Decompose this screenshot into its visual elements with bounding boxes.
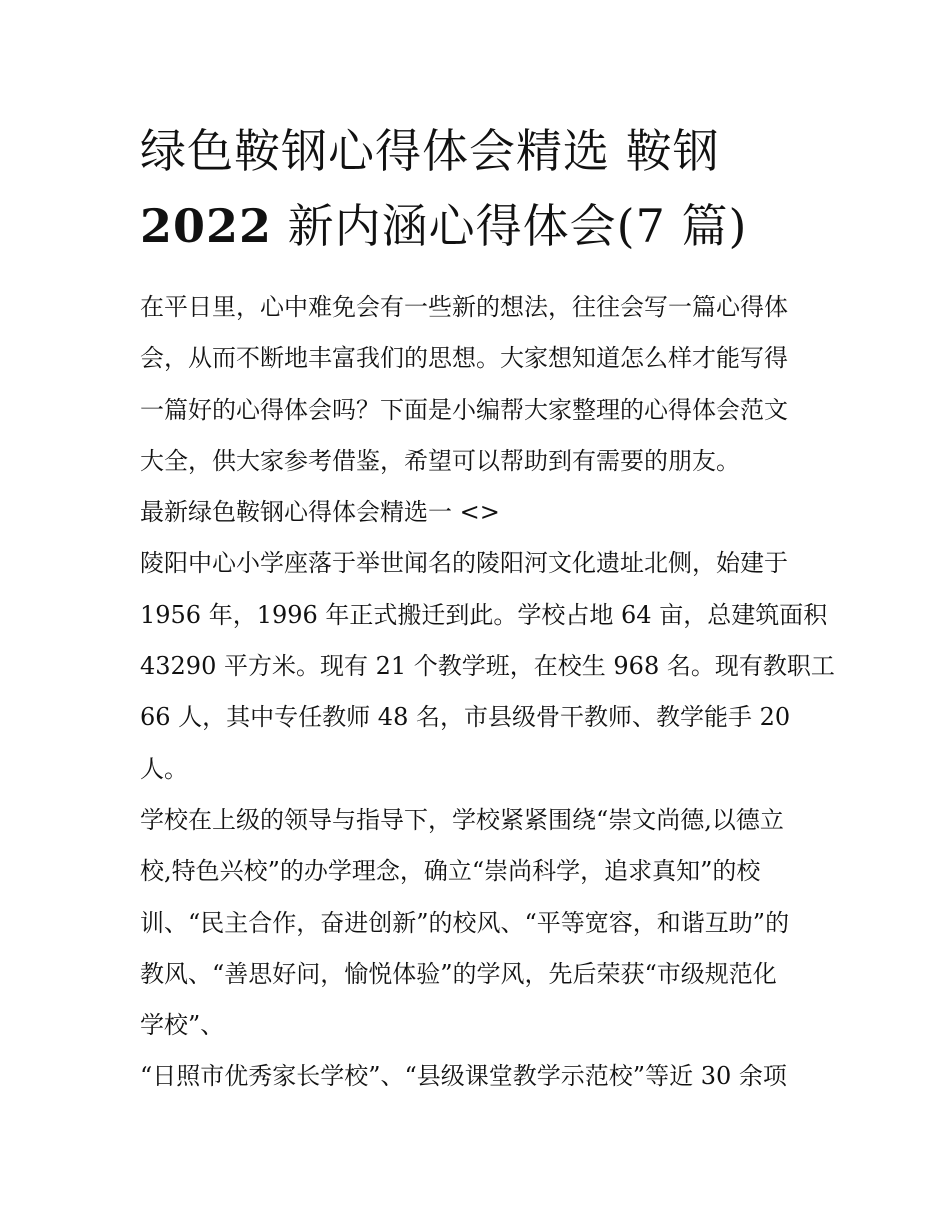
title-line-2-text: 新内涵心得体会(7 篇) [272,199,748,253]
text-line: 人。 [140,754,188,783]
text-line: 会，从而不断地丰富我们的思想。大家想知道怎么样才能写得 [140,344,788,373]
text-line: 在平日里，心中难免会有一些新的想法，往往会写一篇心得体 [140,293,788,321]
section-heading: 最新绿色鞍钢心得体会精选一 <> [140,498,500,527]
document-body [140,282,835,1103]
text-line: 43290 平方米。现有 21 个教学班，在校生 968 名。现有教职工 [140,652,835,681]
text-line: 学校”、 [140,1011,225,1040]
document-page [140,0,835,1103]
text-line: “日照市优秀家长学校”、“县级课堂教学示范校”等近 30 余项 [140,1062,787,1091]
title-year: 2022 [140,199,273,253]
text-line: 1956 年，1996 年正式搬迁到此。学校占地 64 亩，总建筑面积 [140,600,828,629]
title-line-2 [140,189,820,264]
text-line: 陵阳中心小学座落于举世闻名的陵阳河文化遗址北侧，始建于 [140,549,788,578]
text-line: 校,特色兴校”的办学理念，确立“崇尚科学，追求真知”的校 [140,857,761,886]
text-line: 一篇好的心得体会吗？下面是小编帮大家整理的心得体会范文 [140,395,788,424]
text-line: 训、“民主合作，奋进创新”的校风、“平等宽容，和谐互助”的 [140,908,790,937]
text-line: 大全，供大家参考借鉴，希望可以帮助到有需要的朋友。 [140,446,740,475]
text-line: 学校在上级的领导与指导下，学校紧紧围绕“崇文尚德,以德立 [140,805,784,834]
text-line: 教风、“善思好问，愉悦体验”的学风，先后荣获“市级规范化 [140,959,777,988]
text-line: 66 人，其中专任教师 48 名，市县级骨干教师、教学能手 20 [140,703,791,732]
title-line-1: 绿色鞍钢心得体会精选 鞍钢 [140,124,720,178]
document-title [140,0,820,264]
